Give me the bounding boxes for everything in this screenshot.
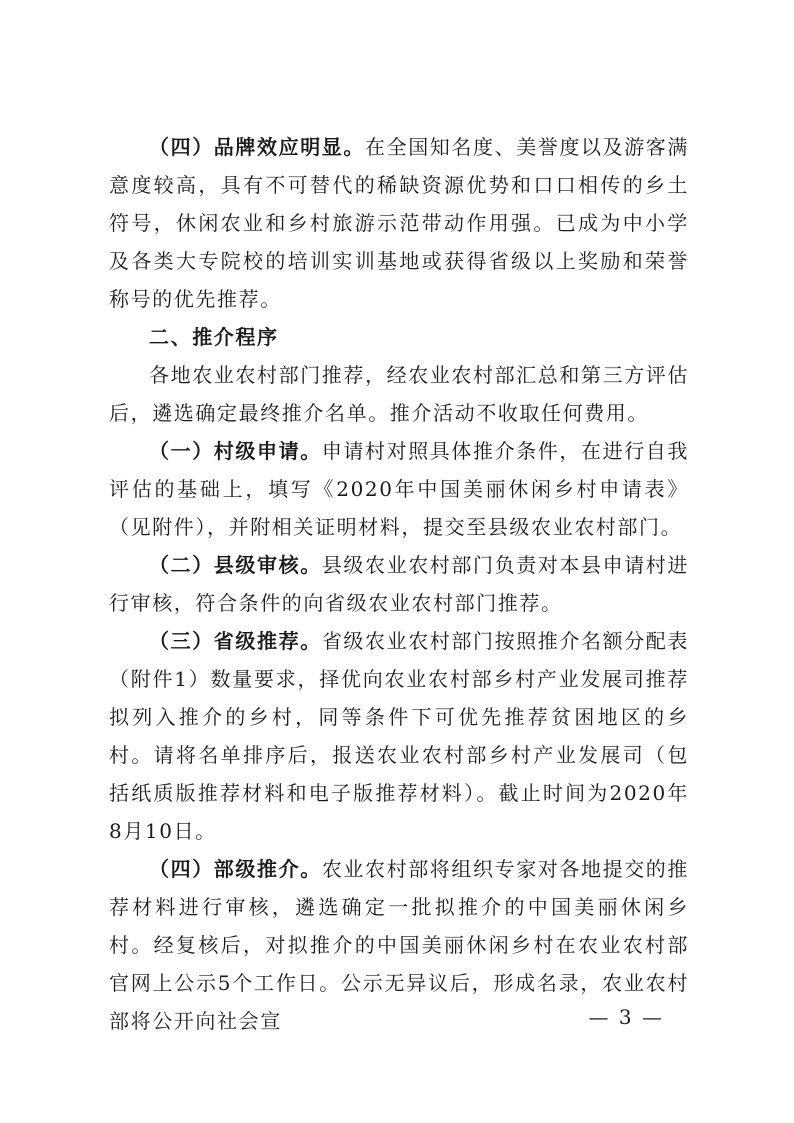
paragraph-county-review xyxy=(109,546,689,622)
page-number: — 3 — xyxy=(588,1005,664,1029)
paragraph-text: 申请村对照具体推介条件，在进行自我评估的基础上，填写《2020年中国美丽休闲乡村申请表》（见附件），并附相关证明材料，提交至县级农业农村部门。 xyxy=(109,439,690,539)
paragraph-text: 县级农业农村部门负责对本县申请村进行审核，符合条件的向省级农业农村部门推荐。 xyxy=(109,553,690,615)
paragraph-lead: （四）部级推介。 xyxy=(149,857,322,881)
document-body xyxy=(109,128,689,1040)
paragraph-lead: （三）省级推荐。 xyxy=(149,629,322,653)
paragraph-lead: （四）品牌效应明显。 xyxy=(149,135,365,159)
paragraph-text: 各地农业农村部门推荐，经农业农村部汇总和第三方评估后，遴选确定最终推介名单。推介活动不收取任何费用。 xyxy=(109,363,689,425)
paragraph-lead: （二）县级审核。 xyxy=(149,553,322,577)
section-heading: 二、推介程序 xyxy=(149,325,279,349)
paragraph-provincial-recommendation xyxy=(109,622,689,850)
paragraph-brand-effect xyxy=(109,128,689,318)
paragraph-text: 在全国知名度、美誉度以及游客满意度较高，具有不可替代的稀缺资源优势和口口相传的乡土符号，休闲农业和乡村旅游示范带动作用强。已成为中小学及各类大专院校的培训实训基地或获得省级以上奖励和荣誉称号的优先推荐。 xyxy=(109,135,689,311)
paragraph-text: 省级农业农村部门按照推介名额分配表（附件1）数量要求，择优向农业农村部乡村产业发展司推荐拟列入推介的乡村，同等条件下可优先推荐贫困地区的乡村。请将名单排序后，报送农业农村部乡村产业发展司（包括纸质版推荐材料和电子版推荐材料）。截止时间为2020年8月10日。 xyxy=(109,629,690,843)
paragraph-text: 农业农村部将组织专家对各地提交的推荐材料进行审核，遴选确定一批拟推介的中国美丽休闲乡村。经复核后，对拟推介的中国美丽休闲乡村在农业农村部官网上公示5个工作日。公示无异议后，形成名录，农业农村部将公开向社会宣 xyxy=(109,857,690,1033)
paragraph-procedure-intro xyxy=(109,356,689,432)
paragraph-lead: （一）村级申请。 xyxy=(149,439,322,463)
paragraph-village-application xyxy=(109,432,689,546)
